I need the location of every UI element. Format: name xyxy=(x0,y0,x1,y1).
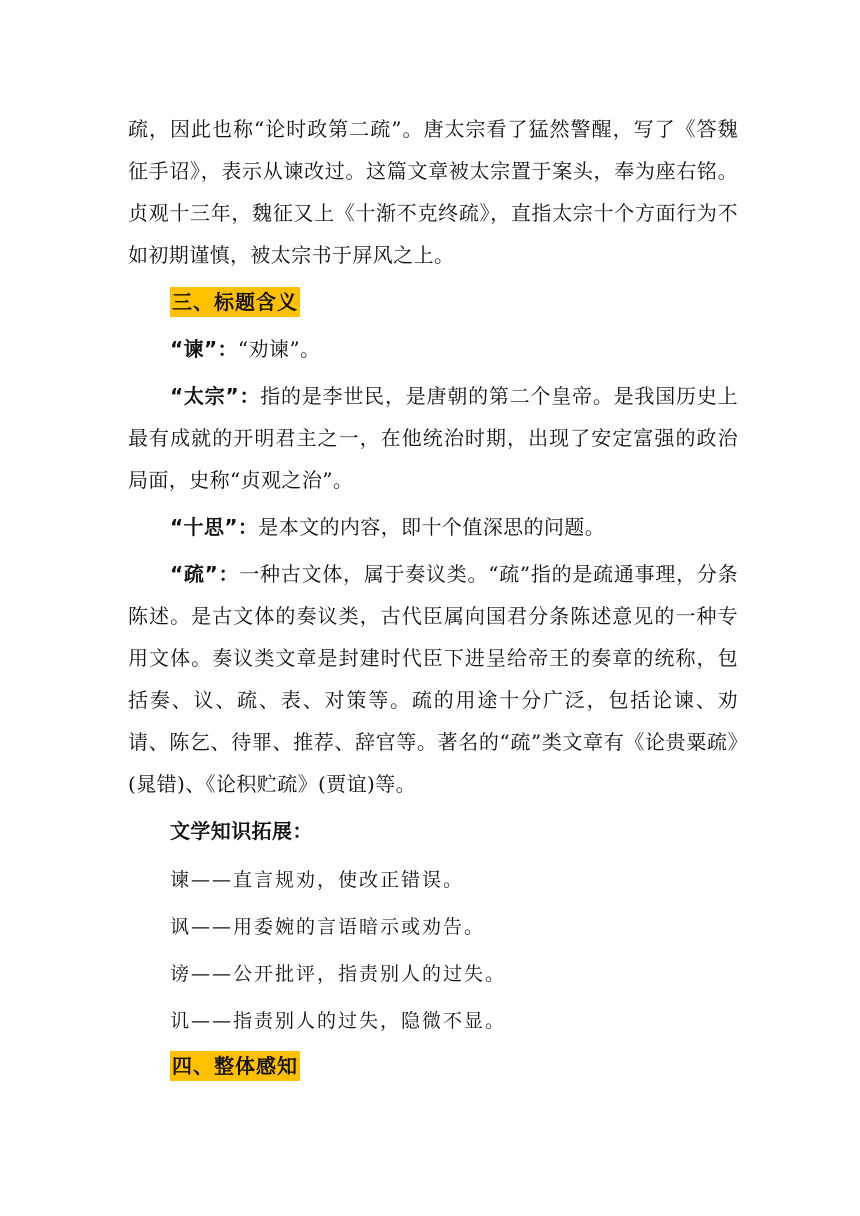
definition-text: 是本文的内容，即十个值深思的问题。 xyxy=(258,515,606,539)
extension-item-jian: 谏——直言规劝，使改正错误。 xyxy=(170,869,465,891)
section-heading-line xyxy=(128,1045,738,1087)
definition-term: “太宗”： xyxy=(170,384,261,408)
definition-taizong xyxy=(128,375,738,501)
definition-jian xyxy=(128,328,738,370)
definition-shisi xyxy=(128,506,738,548)
section-heading-overall-perception: 四、整体感知 xyxy=(170,1051,300,1081)
intro-paragraph: 疏，因此也称“论时政第二疏”。唐太宗看了猛然警醒，写了《答魏征手诏》，表示从谏改过。这篇文章被太宗置于案头，奉为座右铭。贞观十三年，魏征又上《十渐不克终疏》，直指太宗十个方面行为不如初期谨慎，被太宗书于屏风之上。 xyxy=(128,117,738,267)
extension-title: 文学知识拓展： xyxy=(170,819,313,843)
extension-item-bang: 谤——公开批评，指责别人的过失。 xyxy=(170,963,507,985)
extension-item-ji: 讥——指责别人的过失，隐微不显。 xyxy=(170,1010,507,1032)
document-body xyxy=(128,108,738,1092)
definition-text: 一种古文体，属于奏议类。“疏”指的是疏通事理，分条陈述。是古文体的奏议类，古代臣属向国君分条陈述意见的一种专用文体。奏议类文章是封建时代臣下进呈给帝王的奏章的统称，包括奏、议、疏、表、对策等。疏的用途十分广泛，包括论谏、劝请、陈乞、待罪、推荐、辞官等。著名的“疏”类文章有《论贵粟疏》(晁错)、《论积贮疏》(贾谊)等。 xyxy=(128,562,739,796)
definition-term: “十思”： xyxy=(170,515,259,539)
section-heading-title-meaning: 三、标题含义 xyxy=(170,287,300,317)
definition-term: “谏”： xyxy=(170,337,238,361)
definition-shu xyxy=(128,553,738,805)
extension-item-feng: 讽——用委婉的言语暗示或劝告。 xyxy=(170,916,486,938)
section-heading-line xyxy=(128,281,738,323)
definition-text: “劝谏”。 xyxy=(237,337,321,361)
definition-text: 指的是李世民，是唐朝的第二个皇帝。是我国历史上最有成就的开明君主之一，在他统治时期，出现了安定富强的政治局面，史称“贞观之治”。 xyxy=(128,384,738,492)
definition-term: “疏”： xyxy=(170,562,240,586)
